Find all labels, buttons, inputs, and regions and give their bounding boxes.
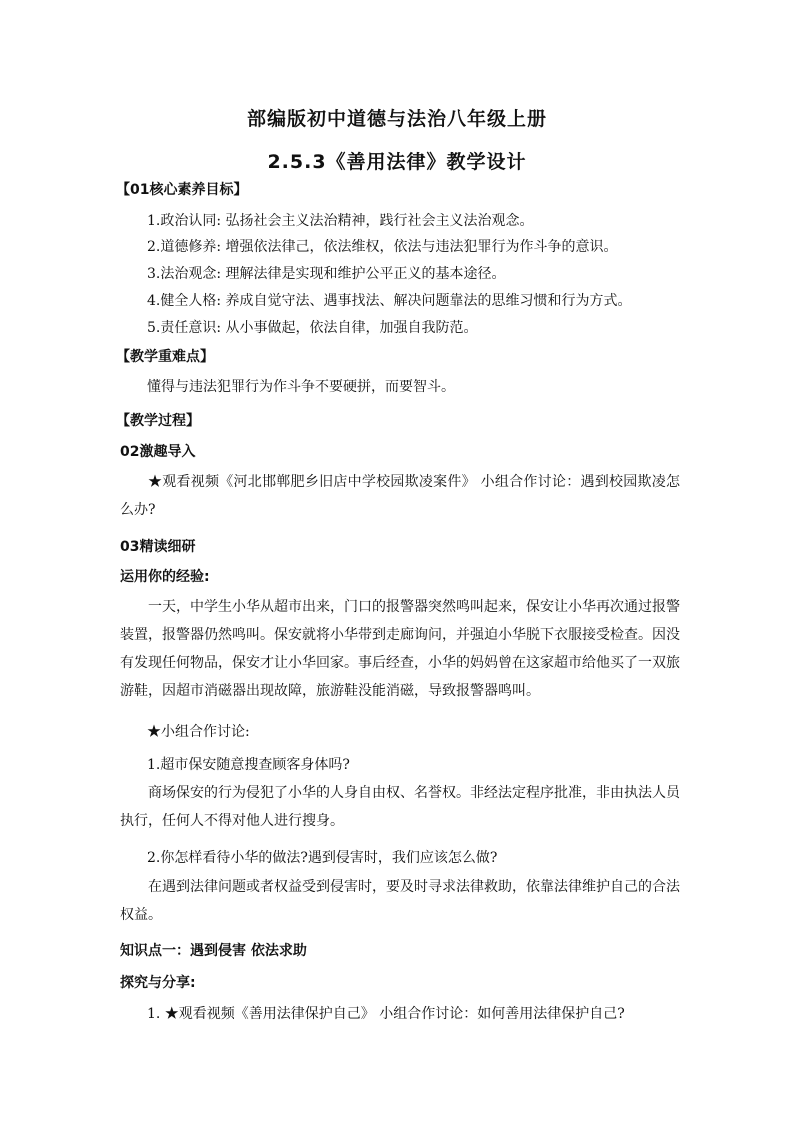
section-process-heading: 【教学过程】	[116, 413, 200, 429]
key-point-text: 懂得与违法犯罪行为作斗争不要硬拼，而要智斗。	[147, 379, 455, 395]
goal-item-1: 1.政治认同: 弘扬社会主义法治精神，践行社会主义法治观念。	[147, 213, 534, 229]
group-discussion-label: ★小组合作讨论:	[147, 724, 250, 740]
reading-heading: 03精读细研	[120, 539, 196, 555]
intro-heading: 02激趣导入	[120, 444, 196, 460]
question-1: 1.超市保安随意搜查顾客身体吗?	[147, 757, 350, 773]
explore-heading: 探究与分享:	[120, 975, 196, 991]
answer-2: 在遇到法律问题或者权益受到侵害时，要及时寻求法律救助，依靠法律维护自己的合法权益。	[120, 879, 680, 923]
goal-item-2: 2.道德修养: 增强依法律己，依法维权，依法与违法犯罪行为作斗争的意识。	[147, 239, 618, 255]
document-subtitle: 2.5.3《善用法律》教学设计	[267, 151, 527, 173]
experience-heading: 运用你的经验:	[120, 569, 210, 585]
explore-item-1: 1. ★观看视频《善用法律保护自己》 小组合作讨论：如何善用法律保护自己?	[147, 1006, 625, 1022]
question-2: 2.你怎样看待小华的做法?遇到侵害时，我们应该怎么做?	[147, 850, 498, 866]
knowledge-point-1-heading: 知识点一：遇到侵害 依法求助	[120, 943, 307, 959]
intro-paragraph: ★观看视频《河北邯郸肥乡旧店中学校园欺凌案件》 小组合作讨论：遇到校园欺凌怎么办?	[120, 474, 680, 518]
answer-1: 商场保安的行为侵犯了小华的人身自由权、名誉权。非经法定程序批准，非由执法人员执行，任何人不得对他人进行搜身。	[120, 785, 680, 829]
goal-item-3: 3.法治观念: 理解法律是实现和维护公平正义的基本途径。	[147, 266, 506, 282]
section-goals-heading: 【01核心素养目标】	[116, 182, 248, 198]
goal-item-4: 4.健全人格: 养成自觉守法、遇事找法、解决问题靠法的思维习惯和行为方式。	[147, 293, 632, 309]
document-title: 部编版初中道德与法治八年级上册	[246, 108, 547, 130]
section-key-heading: 【教学重难点】	[116, 349, 214, 365]
story-paragraph: 一天，中学生小华从超市出来，门口的报警器突然鸣叫起来，保安让小华再次通过报警装置，报警器仍然鸣叫。保安就将小华带到走廊询问，并强迫小华脱下衣服接受检查。因没有发现任何物品，保安才让小华回家。事后经查，小华的妈妈曾在这家超市给他买了一双旅游鞋，因超市消磁器出现故障，旅游鞋没能消磁，导致报警器鸣叫。	[120, 599, 680, 699]
goal-item-5: 5.责任意识: 从小事做起，依法自律，加强自我防范。	[147, 320, 478, 336]
